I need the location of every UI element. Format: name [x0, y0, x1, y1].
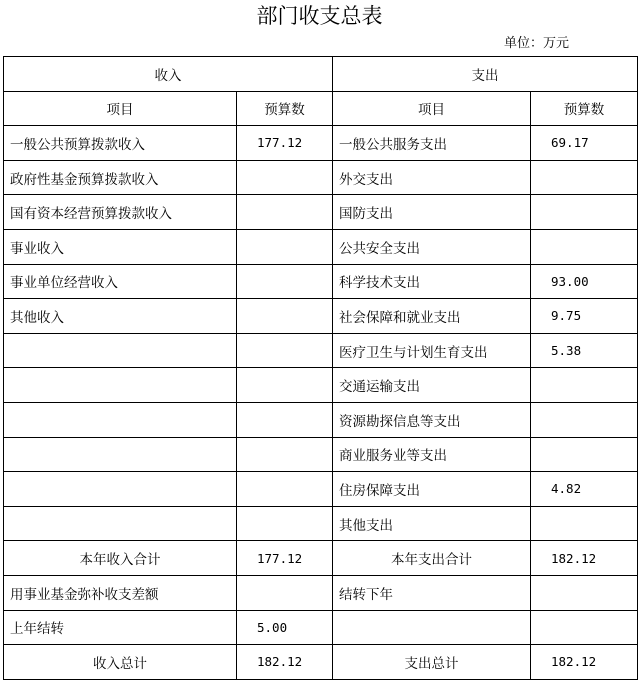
expense-item: 社会保障和就业支出 [333, 299, 531, 334]
table-row [4, 299, 638, 334]
expense-value [531, 229, 638, 264]
year-total-row [4, 541, 638, 576]
expense-value [531, 610, 638, 645]
page-title: 部门收支总表 [256, 4, 383, 28]
expense-item: 公共安全支出 [333, 229, 531, 264]
expense-value: 93.00 [531, 264, 638, 299]
table-row [4, 264, 638, 299]
income-item: 事业收入 [4, 229, 237, 264]
expense-item: 交通运输支出 [333, 368, 531, 403]
income-value [237, 472, 333, 507]
expense-item [333, 610, 531, 645]
expense-value [531, 195, 638, 230]
income-item [4, 506, 237, 541]
expense-budget-header: 预算数 [531, 91, 638, 126]
income-item: 政府性基金预算拨款收入 [4, 160, 237, 195]
table-row [4, 229, 638, 264]
income-item: 上年结转 [4, 610, 237, 645]
expense-value [531, 437, 638, 472]
income-value [237, 402, 333, 437]
expense-value: 9.75 [531, 299, 638, 334]
income-value [237, 506, 333, 541]
income-value: 177.12 [237, 126, 333, 161]
income-section-header: 收入 [4, 57, 333, 92]
expense-item: 结转下年 [333, 575, 531, 610]
expense-value [531, 575, 638, 610]
income-year-total-value: 177.12 [237, 541, 333, 576]
income-grand-total-label: 收入总计 [4, 645, 237, 680]
table-row [4, 333, 638, 368]
expense-value: 4.82 [531, 472, 638, 507]
expense-grand-total-value: 182.12 [531, 645, 638, 680]
table-row [4, 472, 638, 507]
expense-item: 医疗卫生与计划生育支出 [333, 333, 531, 368]
grand-total-row [4, 645, 638, 680]
income-item [4, 368, 237, 403]
expense-value: 69.17 [531, 126, 638, 161]
expense-value [531, 368, 638, 403]
expense-year-total-value: 182.12 [531, 541, 638, 576]
income-value [237, 229, 333, 264]
income-item [4, 437, 237, 472]
expense-item: 资源勘探信息等支出 [333, 402, 531, 437]
income-value [237, 264, 333, 299]
table-row [4, 126, 638, 161]
income-value [237, 575, 333, 610]
expense-year-total-label: 本年支出合计 [333, 541, 531, 576]
table-row [4, 506, 638, 541]
table-row [4, 437, 638, 472]
income-item-header: 项目 [4, 91, 237, 126]
expense-value [531, 402, 638, 437]
column-header-row [4, 91, 638, 126]
expense-item: 住房保障支出 [333, 472, 531, 507]
expense-item: 一般公共服务支出 [333, 126, 531, 161]
table-row [4, 402, 638, 437]
expense-item: 商业服务业等支出 [333, 437, 531, 472]
income-value [237, 299, 333, 334]
expense-item: 其他支出 [333, 506, 531, 541]
table-row [4, 368, 638, 403]
income-year-total-label: 本年收入合计 [4, 541, 237, 576]
expense-value: 5.38 [531, 333, 638, 368]
income-item [4, 472, 237, 507]
income-value [237, 160, 333, 195]
expense-grand-total-label: 支出总计 [333, 645, 531, 680]
table-row [4, 575, 638, 610]
income-value [237, 195, 333, 230]
income-item [4, 333, 237, 368]
unit-label: 单位：万元 [504, 36, 570, 51]
expense-item: 科学技术支出 [333, 264, 531, 299]
table-row [4, 195, 638, 230]
expense-value [531, 160, 638, 195]
income-item: 国有资本经营预算拨款收入 [4, 195, 237, 230]
income-grand-total-value: 182.12 [237, 645, 333, 680]
expense-item-header: 项目 [333, 91, 531, 126]
expense-section-header: 支出 [333, 57, 638, 92]
income-value [237, 437, 333, 472]
budget-table [3, 56, 638, 680]
expense-value [531, 506, 638, 541]
income-item: 事业单位经营收入 [4, 264, 237, 299]
income-value [237, 333, 333, 368]
income-item: 一般公共预算拨款收入 [4, 126, 237, 161]
income-budget-header: 预算数 [237, 91, 333, 126]
income-item: 用事业基金弥补收支差额 [4, 575, 237, 610]
income-value [237, 368, 333, 403]
income-item: 其他收入 [4, 299, 237, 334]
income-item [4, 402, 237, 437]
expense-item: 国防支出 [333, 195, 531, 230]
section-header-row [4, 57, 638, 92]
expense-item: 外交支出 [333, 160, 531, 195]
table-row [4, 610, 638, 645]
table-row [4, 160, 638, 195]
income-value: 5.00 [237, 610, 333, 645]
